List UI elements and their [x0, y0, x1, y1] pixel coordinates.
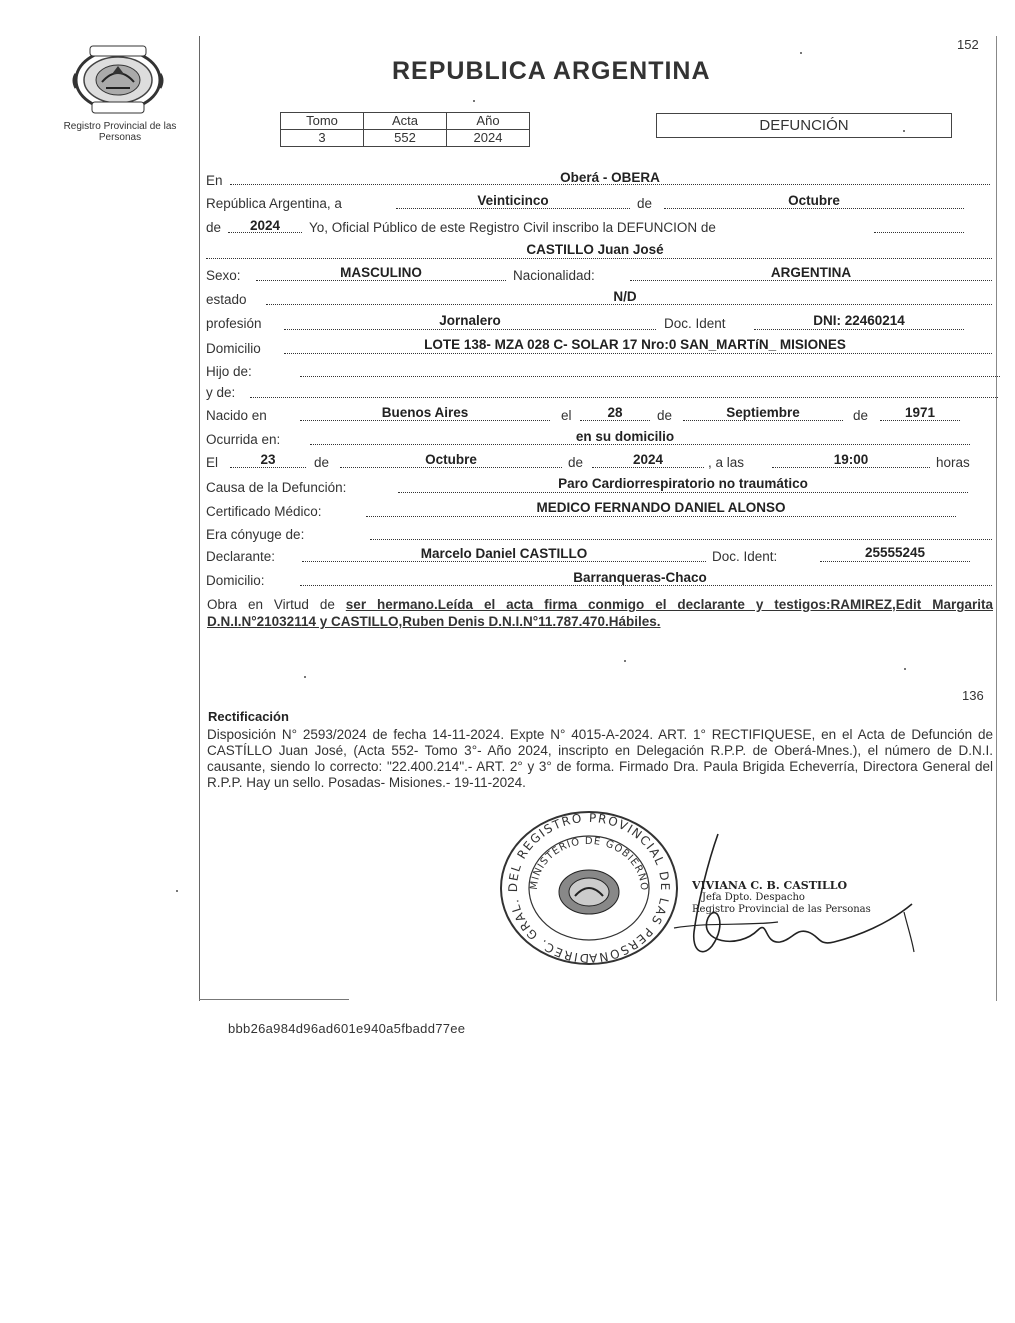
- agency-name: Registro Provincial de las Personas: [63, 121, 177, 143]
- birth-place-value: Buenos Aires: [381, 405, 469, 420]
- dotted-line: [580, 420, 650, 421]
- sexo-value: MASCULINO: [340, 265, 422, 280]
- certificado-label: Certificado Médico:: [206, 504, 322, 519]
- domicilio-value: LOTE 138- MZA 028 C- SOLAR 17 Nro:0 SAN_MARTíN_ MISIONES: [424, 337, 846, 352]
- reg-month-value: Octubre: [788, 193, 840, 208]
- profesion-value: Jornalero: [439, 313, 501, 328]
- birth-year-value: 1971: [904, 405, 936, 420]
- causa-label: Causa de la Defunción:: [206, 480, 347, 495]
- tomo-header: Tomo: [281, 113, 364, 130]
- bottom-border-line: [199, 999, 349, 1000]
- document-hash: bbb26a984d96ad601e940a5fbadd77ee: [228, 1021, 466, 1036]
- official-seal-stamp: [497, 808, 681, 972]
- obra-text: ser hermano.Leída el acta firma conmigo el declarante y testigos:RAMIREZ,Edit Margarita D.N.I.N°21032114 y CASTILLO,Ruben Denis D.N.I.N°11.787.470.Hábiles.: [207, 597, 993, 629]
- anio-value: 2024: [447, 130, 530, 147]
- death-day-value: 23: [260, 452, 276, 467]
- acta-value: 552: [364, 130, 447, 147]
- signature-block: [692, 880, 871, 916]
- reg-year-value: 2024: [249, 218, 281, 233]
- sexo-label: Sexo:: [206, 268, 241, 283]
- scan-speck: [473, 100, 475, 102]
- signer-name: VIVIANA C. B. CASTILLO: [692, 879, 848, 892]
- dotted-line: [340, 467, 562, 468]
- birth-month-value: Septiembre: [726, 405, 800, 420]
- horas-label: horas: [936, 455, 970, 470]
- dotted-line: [302, 561, 706, 562]
- estado-value: N/D: [613, 289, 637, 304]
- scan-speck: [176, 890, 178, 892]
- obra-paragraph: [207, 596, 993, 630]
- scan-speck: [800, 52, 802, 54]
- domicilio-decl-value: Barranqueras-Chaco: [573, 570, 707, 585]
- deceased-name: CASTILLO Juan José: [526, 242, 664, 257]
- ocurrida-label: Ocurrida en:: [206, 432, 281, 447]
- dotted-line: [772, 467, 930, 468]
- dotted-line: [284, 329, 656, 330]
- death-year-value: 2024: [632, 452, 664, 467]
- dotted-line: [284, 353, 992, 354]
- dotted-line: [300, 585, 992, 586]
- dotted-line: [300, 420, 550, 421]
- page-number: 152: [957, 37, 979, 52]
- registry-table: [280, 112, 530, 147]
- dotted-line: [266, 304, 992, 305]
- reg-day-value: Veinticinco: [477, 193, 549, 208]
- causa-value: Paro Cardiorrespiratorio no traumático: [558, 476, 808, 491]
- ocurrida-value: en su domicilio: [575, 429, 675, 444]
- nacido-label: Nacido en: [206, 408, 267, 423]
- official-statement: Yo, Oficial Público de este Registro Civil inscribo la DEFUNCION de: [309, 220, 716, 235]
- dotted-line: [310, 444, 970, 445]
- dotted-line: [396, 208, 630, 209]
- en-label: En: [206, 173, 223, 188]
- de-label: de: [657, 408, 673, 423]
- rectification-title: Rectificación: [208, 709, 289, 724]
- el-label: el: [561, 408, 572, 423]
- birth-day-value: 28: [607, 405, 623, 420]
- document-title: REPUBLICA ARGENTINA: [392, 57, 711, 85]
- domicilio-decl-label: Domicilio:: [206, 573, 265, 588]
- de-label: de: [637, 196, 653, 211]
- scan-speck: [624, 660, 626, 662]
- dotted-line: [874, 232, 964, 233]
- doc-ident-label: Doc. Ident: [664, 316, 726, 331]
- dotted-line: [820, 561, 970, 562]
- domicilio-label: Domicilio: [206, 341, 261, 356]
- seal-ring-text: DIREC. GRAL. DEL REGISTRO PROVINCIAL DE LAS PERSONA: [505, 810, 673, 966]
- dotted-line: [230, 467, 306, 468]
- obra-prefix: Obra en Virtud de: [207, 597, 335, 612]
- profesion-label: profesión: [206, 316, 262, 331]
- dotted-line: [880, 420, 960, 421]
- dotted-line: [366, 516, 956, 517]
- document-type-box: DEFUNCIÓN: [656, 113, 952, 138]
- signer-office: Registro Provincial de las Personas: [692, 904, 871, 915]
- de-label: de: [853, 408, 869, 423]
- conyuge-label: Era cónyuge de:: [206, 527, 305, 542]
- de-label: de: [206, 220, 222, 235]
- doc-ident-value: DNI: 22460214: [813, 313, 905, 328]
- provincial-coat-of-arms-logo: [66, 44, 170, 114]
- decl-doc-label: Doc. Ident:: [712, 549, 778, 564]
- nacionalidad-value: ARGENTINA: [770, 265, 852, 280]
- tomo-value: 3: [281, 130, 364, 147]
- dotted-line: [250, 397, 998, 398]
- anio-header: Año: [447, 113, 530, 130]
- rectification-page-number: 136: [962, 688, 984, 703]
- nacionalidad-label: Nacionalidad:: [513, 268, 595, 283]
- dotted-line: [683, 420, 843, 421]
- estado-label: estado: [206, 292, 247, 307]
- dotted-line: [256, 280, 506, 281]
- declarante-label: Declarante:: [206, 549, 276, 564]
- dotted-line: [398, 492, 968, 493]
- right-border-line: [996, 36, 997, 1001]
- place-value: Oberá - OBERA: [560, 170, 660, 185]
- dotted-line: [206, 258, 992, 259]
- rectification-text: Disposición N° 2593/2024 de fecha 14-11-2024. Expte N° 4015-A-2024. ART. 1° RECTIFIQUESE, en el Acta de Defunción de CASTÍLLO Juan José, (Acta 552- Tomo 3°- Año 2024, inscripto en Delegación R.P.P. de Oberá-Mnes.), el número de D.N.I. causante, siendo lo correcto: "22.400.214".- ART. 2° y 3° de forma. Firmado Dra. Paula Brigida Echeverría, Directora General del R.P.P. Hay un sello. Posadas- Misiones.- 19-11-2024.: [207, 727, 993, 790]
- republica-label: República Argentina, a: [206, 196, 342, 211]
- dotted-line: [592, 467, 704, 468]
- decl-doc-value: 25555245: [864, 545, 926, 560]
- death-month-value: Octubre: [425, 452, 477, 467]
- a-las-label: , a las: [708, 455, 745, 470]
- signer-role: Jefa Dpto. Despacho: [702, 892, 805, 903]
- de-label: de: [568, 455, 584, 470]
- seal-inner-text: MINISTERIO DE GOBIERNO: [528, 835, 650, 892]
- death-time-value: 19:00: [833, 452, 869, 467]
- dotted-line: [754, 329, 964, 330]
- left-border-line: [199, 36, 200, 1001]
- scan-speck: [304, 676, 306, 678]
- y-de-label: y de:: [206, 385, 236, 400]
- scan-speck: [903, 130, 905, 132]
- declarante-value: Marcelo Daniel CASTILLO: [420, 546, 588, 561]
- dotted-line: [300, 376, 1000, 377]
- el-label: El: [206, 455, 219, 470]
- acta-header: Acta: [364, 113, 447, 130]
- de-label: de: [314, 455, 330, 470]
- hijo-de-label: Hijo de:: [206, 364, 252, 379]
- scan-speck: [904, 668, 906, 670]
- dotted-line: [630, 280, 992, 281]
- certificado-value: MEDICO FERNANDO DANIEL ALONSO: [536, 500, 786, 515]
- dotted-line: [664, 208, 964, 209]
- dotted-line: [370, 539, 992, 540]
